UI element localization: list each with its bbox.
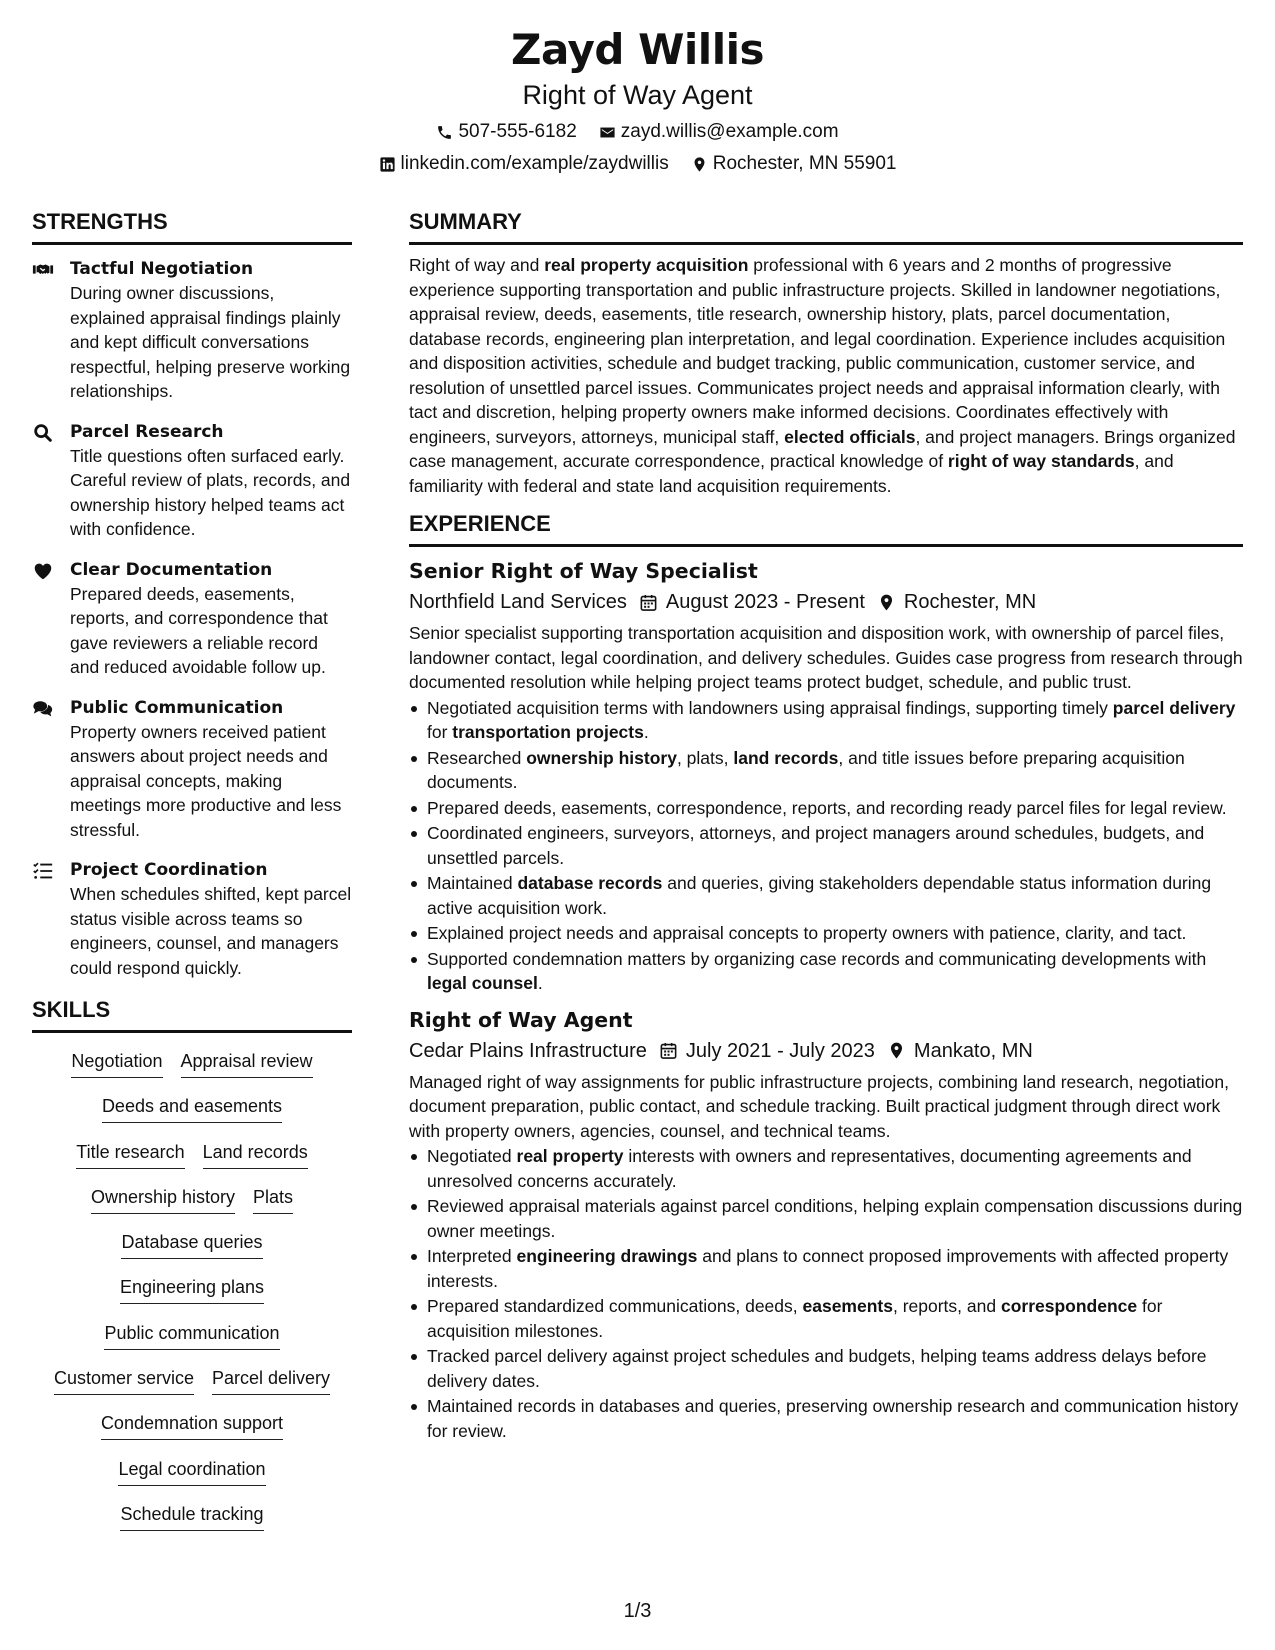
job-bullet (409, 821, 1243, 870)
skills-section (32, 996, 352, 1539)
skill-tag: Land records (203, 1140, 308, 1169)
job-bullet (409, 1144, 1243, 1193)
bullet-text: , and title issues before preparing acquisition documents. (427, 747, 1185, 792)
skill-row (120, 1267, 264, 1312)
strength-description: Prepared deeds, easements, reports, and correspondence that gave reviewers a reliable record and reduced avoidable follow up. (70, 583, 328, 677)
experience-section (409, 510, 1243, 1443)
page-number: 1/3 (623, 1600, 652, 1622)
bullet-text: for (427, 722, 453, 742)
job-dates (639, 588, 865, 616)
bullet-emphasis: parcel delivery (1112, 697, 1236, 718)
skill-row (102, 1086, 282, 1131)
skill-tag: Parcel delivery (212, 1366, 330, 1395)
bullet-text: Coordinated engineers, surveyors, attorneys, and project managers around schedules, budgets, and unsettled parcels. (427, 823, 1205, 868)
job-meta (409, 1037, 1243, 1065)
phone-number: 507-555-6182 (458, 121, 577, 142)
strength-item (32, 420, 352, 542)
bullet-emphasis: transportation projects (452, 722, 644, 742)
skill-row (71, 1041, 312, 1086)
job-bullet (409, 1244, 1243, 1293)
skill-tag: Engineering plans (120, 1275, 264, 1304)
bullet-emphasis: correspondence (1000, 1296, 1138, 1316)
location-text: Mankato, MN (913, 1039, 1033, 1062)
strengths-heading: STRENGTHS (32, 208, 352, 245)
job-dates (659, 1037, 875, 1065)
bullet-text: Prepared deeds, easements, correspondence, reports, and recording ready parcel files for legal review. (427, 797, 1227, 818)
job-entry (409, 557, 1243, 996)
right-column (409, 208, 1243, 1444)
skill-tag: Schedule tracking (120, 1502, 263, 1531)
job-bullet (409, 1294, 1243, 1343)
job-bullet (409, 746, 1243, 795)
job-position: Right of Way Agent (409, 1007, 633, 1032)
summary-text: , and project managers. Brings organized case management, accurate correspondence, practical knowledge of (409, 426, 1236, 471)
job-position: Senior Right of Way Specialist (409, 559, 758, 583)
experience-heading: EXPERIENCE (409, 510, 1243, 547)
date-range: July 2021 - July 2023 (685, 1039, 875, 1062)
skill-row (118, 1449, 265, 1494)
bullet-emphasis: real property (516, 1146, 624, 1166)
skill-tag: Deeds and easements (102, 1094, 282, 1123)
calendar-icon (639, 593, 658, 612)
bullet-text: , reports, and (892, 1296, 1001, 1316)
job-entry (409, 1006, 1243, 1444)
location-text: Rochester, MN (903, 591, 1037, 613)
strength-description: During owner discussions, explained appraisal findings plainly and kept difficult conversations respectful, helping preserve working relationships. (70, 283, 351, 401)
job-description: Senior specialist supporting transportation acquisition and disposition work, with ownership of parcel files, landowner contact, legal coordination, and delivery schedules. Guides case progress from research through documented resolution while helping project teams protect budget, schedule, and public trust. (409, 623, 1243, 692)
bullet-text: Negotiated (427, 1146, 517, 1166)
strength-title: Project Coordination (70, 860, 268, 880)
bullet-emphasis: database records (517, 873, 663, 893)
contact-line-2 (0, 152, 1275, 176)
bullet-text: , plats, (676, 747, 734, 768)
skill-row (91, 1177, 293, 1222)
location-contact (691, 152, 897, 176)
bullet-text: Maintained (427, 873, 518, 893)
linkedin-url[interactable]: linkedin.com/example/zaydwillis (400, 153, 669, 174)
skill-tag: Database queries (121, 1230, 262, 1259)
linkedin-contact[interactable] (379, 152, 669, 176)
bullet-text: . (643, 722, 649, 742)
search-icon (32, 420, 70, 542)
skills-list (32, 1041, 352, 1539)
skill-row (120, 1494, 263, 1539)
skill-row (121, 1222, 262, 1267)
skill-row (101, 1403, 283, 1448)
job-bullet (409, 921, 1243, 946)
job-description: Managed right of way assignments for public infrastructure projects, combining land research, negotiation, document preparation, public contact, and schedule tracking. Built practical judgment through direct work with property owners, agencies, counsel, and technical teams. (409, 1071, 1230, 1141)
strength-item (32, 696, 352, 843)
skill-row (104, 1313, 279, 1358)
job-location (877, 588, 1036, 616)
job-bullet (409, 1394, 1243, 1443)
strength-item (32, 257, 352, 404)
summary-heading: SUMMARY (409, 208, 1243, 245)
date-range: August 2023 - Present (665, 591, 865, 613)
skill-tag: Ownership history (91, 1185, 235, 1214)
job-location (887, 1037, 1033, 1065)
strength-title: Clear Documentation (70, 559, 273, 580)
bullet-text: Supported condemnation matters by organizing case records and communicating developments with (427, 948, 1207, 969)
email-address[interactable]: zayd.willis@example.com (620, 121, 839, 142)
job-bullet (409, 947, 1243, 996)
bullet-emphasis: ownership history (526, 747, 677, 768)
job-bullets (409, 1144, 1243, 1443)
skill-tag: Legal coordination (118, 1457, 265, 1486)
phone-icon (436, 124, 453, 141)
skill-row (76, 1132, 307, 1177)
summary-text: , and familiarity with federal and state land acquisition requirements. (409, 451, 1174, 496)
bullet-text: Explained project needs and appraisal concepts to property owners with patience, clarity, and tact. (427, 923, 1187, 943)
job-bullet (409, 696, 1243, 745)
job-meta (409, 588, 1243, 616)
heart-icon (32, 558, 70, 680)
strength-description: Title questions often surfaced early. Careful review of plats, records, and ownership history helped teams act with confidence. (70, 445, 351, 539)
summary-emphasis: real property acquisition (544, 255, 749, 275)
strength-title: Public Communication (70, 697, 284, 718)
job-bullet (409, 871, 1243, 920)
bullet-emphasis: engineering drawings (516, 1246, 698, 1266)
strength-title: Parcel Research (70, 421, 224, 442)
skill-row (54, 1358, 330, 1403)
summary-emphasis: elected officials (784, 426, 916, 447)
skill-tag: Condemnation support (101, 1411, 283, 1440)
checklist-icon (32, 858, 70, 980)
job-bullet (409, 796, 1243, 821)
summary-text: Right of way and (409, 255, 545, 275)
skill-tag: Plats (253, 1185, 293, 1214)
skills-heading: SKILLS (32, 996, 352, 1033)
bullet-emphasis: land records (733, 747, 839, 768)
skill-tag: Public communication (104, 1321, 279, 1350)
job-bullet (409, 1194, 1243, 1243)
bullet-text: Maintained records in databases and queries, preserving ownership research and communication history for review. (427, 1396, 1239, 1441)
bullet-emphasis: legal counsel (427, 973, 538, 993)
skill-tag: Negotiation (71, 1049, 162, 1078)
strengths-list (32, 257, 352, 980)
skill-tag: Customer service (54, 1366, 194, 1395)
company-name: Cedar Plains Infrastructure (409, 1039, 647, 1062)
map-pin-icon (887, 1041, 906, 1060)
strength-description: Property owners received patient answers about project needs and appraisal concepts, making meetings more productive and less stressful. (70, 721, 342, 840)
bullet-text: Researched (427, 747, 527, 768)
job-bullets (409, 696, 1243, 996)
calendar-icon (659, 1041, 678, 1060)
summary-text: professional with 6 years and 2 months of progressive experience supporting transportation and public infrastructure projects. Skilled in landowner negotiations, appraisal review, deeds, easements, title research, ownership history, plats, parcel documentation, database records, engineering plan interpretation, and legal coordination. Experience includes acquisition and disposition activities, schedule and budget tracking, public communication, customer service, and resolution of unsettled parcel issues. Communicates project needs and appraisal information clearly, with tact and discretion, helping property owners make informed decisions. Coordinates effectively with engineers, surveyors, attorneys, municipal staff, (409, 255, 1226, 447)
bullet-text: interests with owners and representatives, documenting agreements and unresolved concerns accurately. (427, 1146, 1192, 1191)
left-column (32, 208, 352, 1539)
skill-tag: Title research (76, 1140, 184, 1169)
strength-item (32, 858, 352, 980)
bullet-text: and queries, giving stakeholders dependable status information during active acquisition work. (427, 873, 1212, 918)
location-text: Rochester, MN 55901 (712, 153, 897, 174)
bullet-emphasis: easements (802, 1296, 893, 1316)
phone-contact (436, 120, 576, 144)
summary-text (409, 253, 1243, 498)
linkedin-icon (379, 156, 396, 173)
bullet-text: Negotiated acquisition terms with landowners using appraisal findings, supporting timely (427, 697, 1113, 718)
bullet-text: and plans to connect proposed improvements with affected property interests. (427, 1246, 1229, 1291)
job-title: Right of Way Agent (522, 80, 753, 110)
strength-item (32, 558, 352, 680)
handshake-icon (32, 257, 70, 404)
bullet-text: for acquisition milestones. (427, 1296, 1163, 1341)
candidate-name: Zayd Willis (511, 25, 764, 74)
bullet-text: Reviewed appraisal materials against parcel conditions, helping explain compensation discussions during owner meetings. (427, 1196, 1243, 1241)
strength-title: Tactful Negotiation (70, 259, 254, 279)
comments-icon (32, 696, 70, 843)
contact-line-1 (0, 120, 1275, 144)
job-bullet (409, 1344, 1243, 1393)
strength-description: When schedules shifted, kept parcel status visible across teams so engineers, counsel, and managers could respond quickly. (70, 884, 352, 978)
envelope-icon (599, 124, 616, 141)
bullet-text: Tracked parcel delivery against project schedules and budgets, helping teams address delays before delivery dates. (427, 1346, 1207, 1391)
bullet-text: . (537, 973, 543, 993)
map-pin-icon (691, 156, 708, 173)
company-name: Northfield Land Services (409, 591, 627, 613)
resume-header (0, 24, 1275, 176)
summary-emphasis: right of way standards (947, 451, 1135, 471)
email-contact[interactable] (599, 120, 839, 144)
bullet-text: Interpreted (427, 1246, 517, 1266)
map-pin-icon (877, 593, 896, 612)
skill-tag: Appraisal review (181, 1049, 313, 1078)
bullet-text: Prepared standardized communications, deeds, (427, 1296, 803, 1316)
